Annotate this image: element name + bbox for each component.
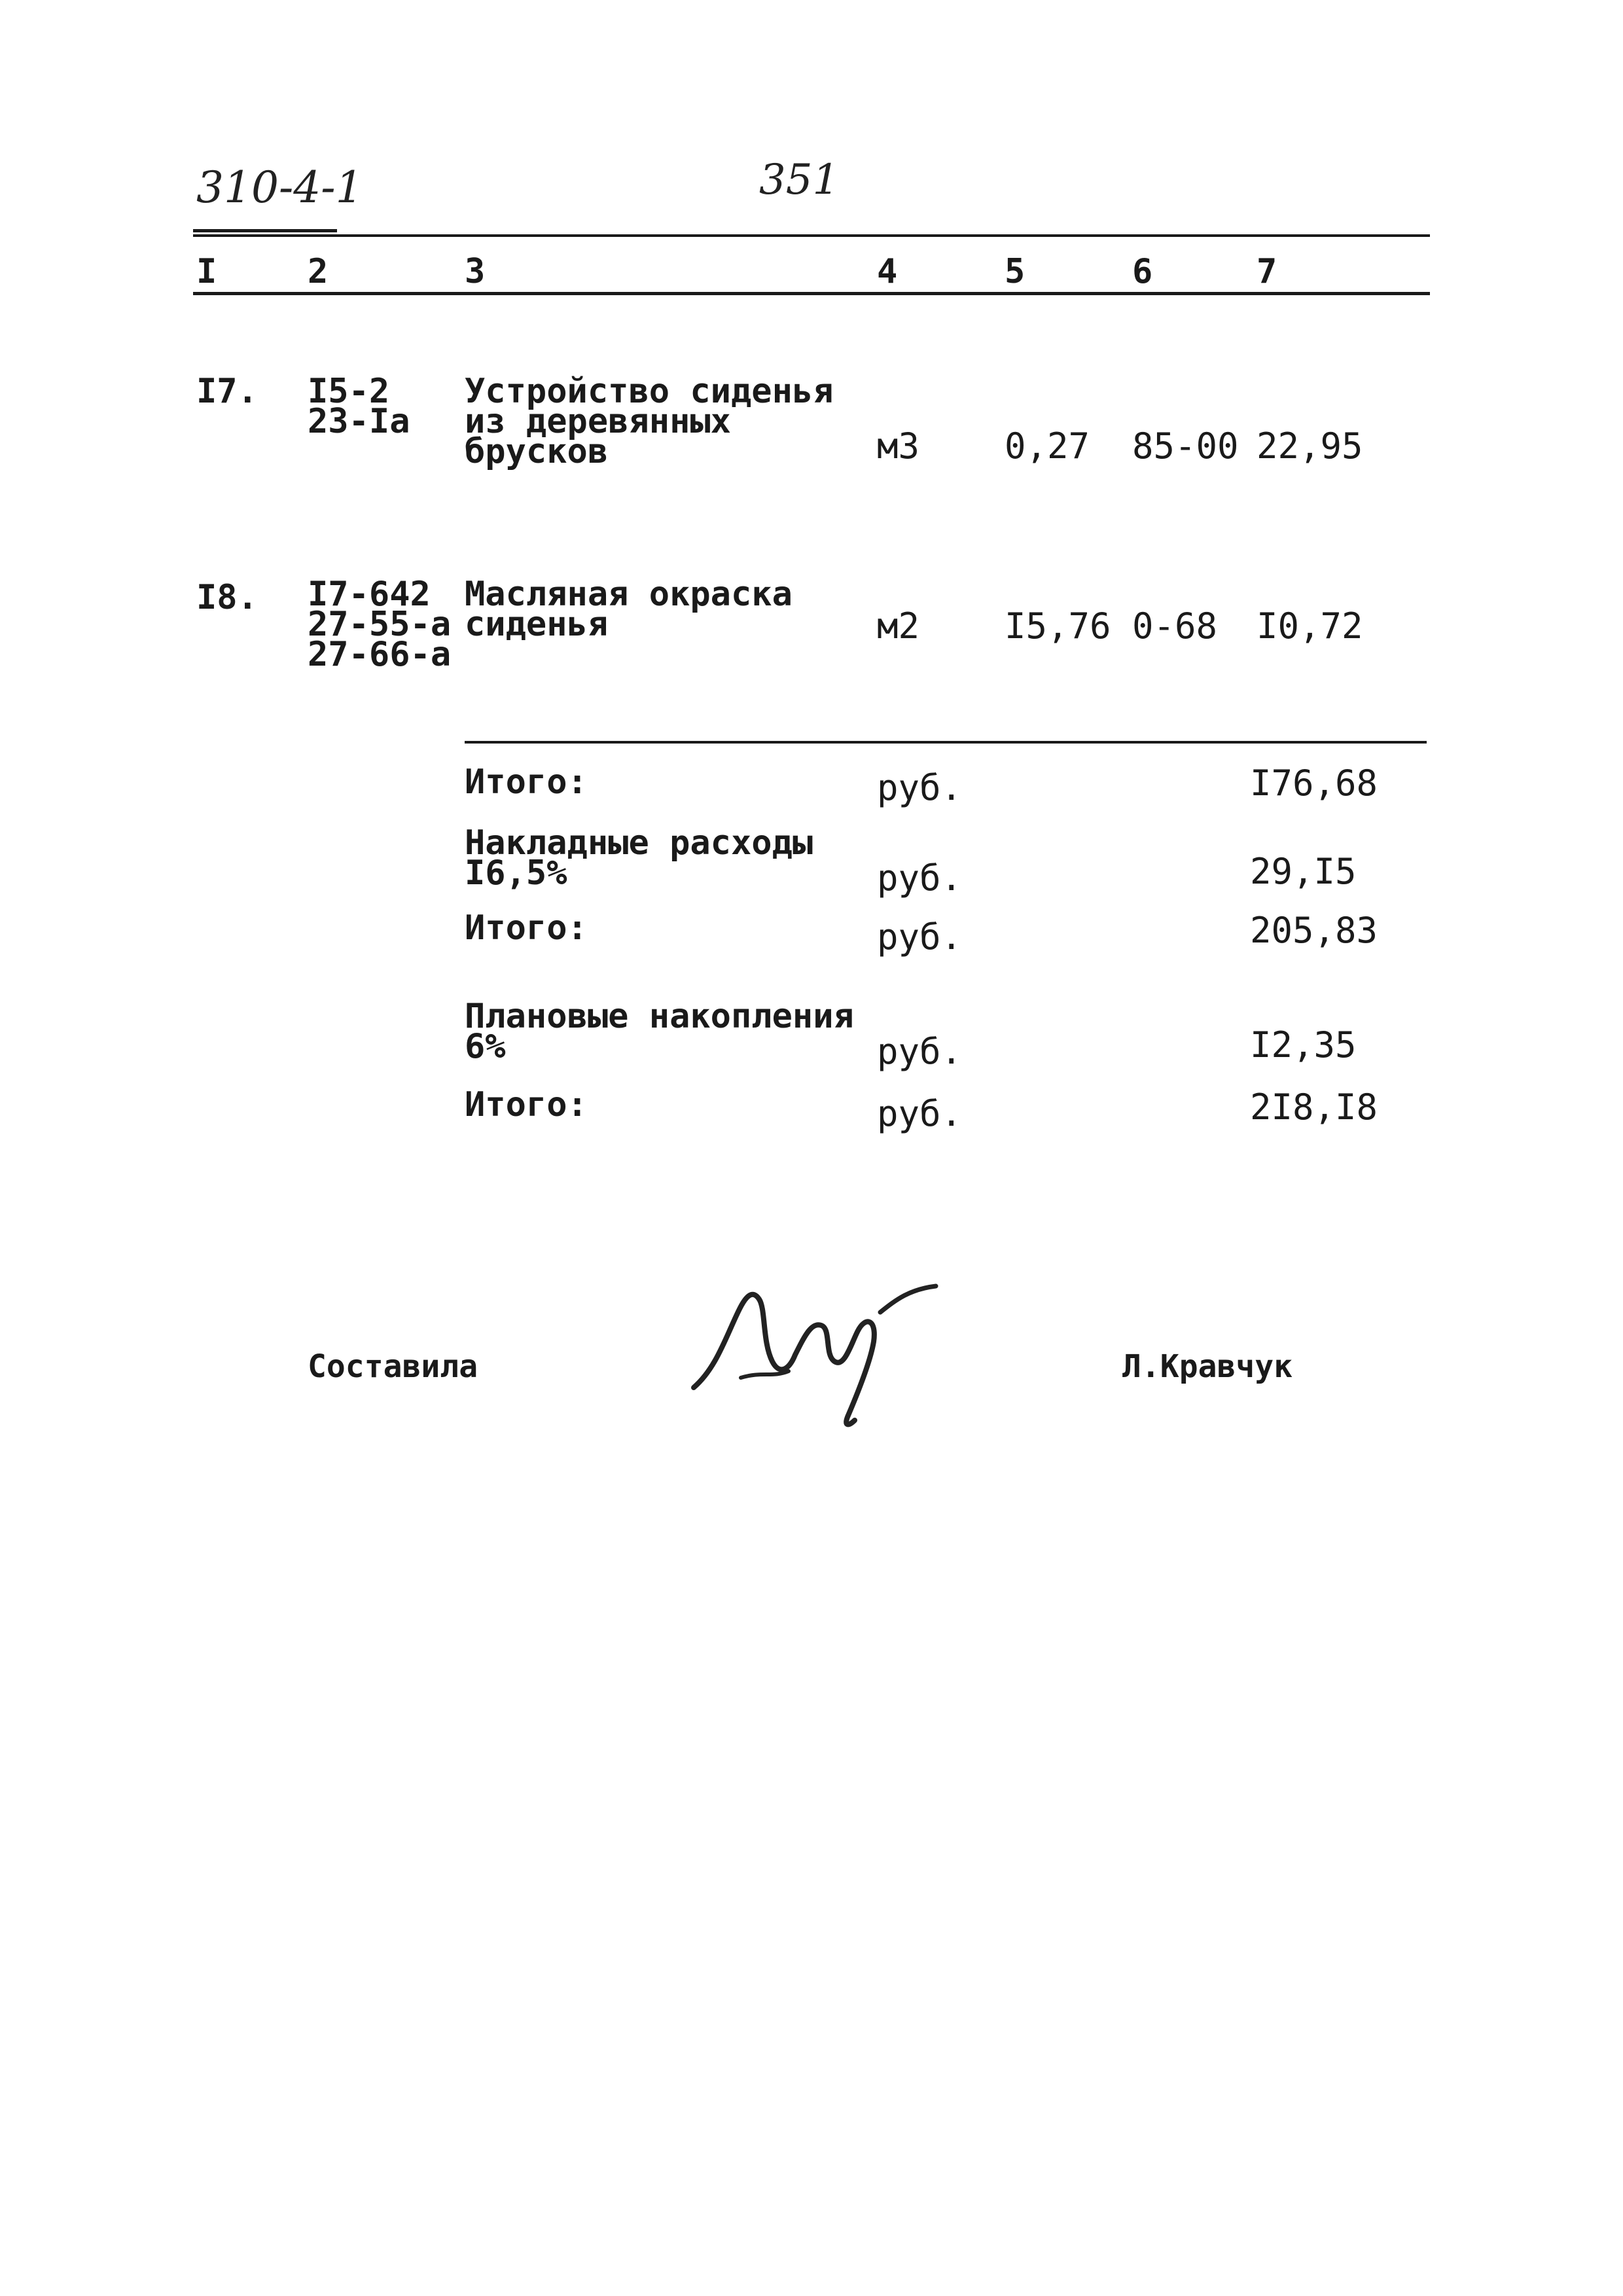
summary-label: Итого: (465, 762, 588, 802)
summary-unit: руб. (877, 1093, 963, 1134)
summary-value: 205,83 (1250, 910, 1378, 951)
row-number: I7. (196, 372, 258, 411)
column-header-5: 5 (1005, 252, 1026, 291)
row-number: I8. (196, 578, 258, 617)
row-name-line: брусков (465, 432, 609, 471)
row-name (465, 575, 793, 644)
column-header-7: 7 (1257, 252, 1277, 291)
column-header-3: 3 (465, 252, 486, 291)
row-unit: м2 (877, 605, 920, 647)
short-rule (193, 229, 337, 232)
row-name-line: Устройство сиденья (465, 372, 834, 411)
row-code: 27-66-а (308, 635, 452, 674)
row-code: I7-642 (308, 575, 431, 614)
summary-label-line: I6,5% (465, 853, 567, 893)
page-number: 351 (759, 156, 840, 204)
document-code: 310-4-1 (196, 162, 363, 213)
column-header-4: 4 (877, 252, 898, 291)
row-price: 85-00 (1132, 425, 1239, 467)
summary-label-line: Накладные расходы (465, 823, 813, 863)
summary-unit: руб. (877, 1031, 963, 1072)
top-rule (193, 234, 1430, 237)
summary-unit: руб. (877, 857, 963, 899)
summary-value: I76,68 (1250, 762, 1378, 804)
summary-label: Итого: (465, 908, 588, 948)
row-name (465, 372, 834, 471)
summary-label (465, 997, 854, 1066)
signature (681, 1263, 955, 1446)
row-code: 27-55-а (308, 605, 452, 644)
row-quantity: 0,27 (1005, 425, 1090, 467)
row-name-line: сиденья (465, 605, 609, 644)
summary-value: I2,35 (1250, 1024, 1357, 1066)
header-bottom-rule (193, 292, 1430, 295)
summary-unit: руб. (877, 767, 963, 808)
row-name-line: Масляная окраска (465, 575, 793, 614)
row-price: 0-68 (1132, 605, 1218, 647)
row-name-line: из деревянных (465, 402, 731, 441)
row-total: I0,72 (1257, 605, 1363, 647)
summary-unit: руб. (877, 916, 963, 958)
summary-label: Итого: (465, 1085, 588, 1124)
summary-label-line: Плановые накопления (465, 997, 854, 1036)
row-code: I5-2 (308, 372, 390, 411)
column-header-6: 6 (1132, 252, 1153, 291)
summary-label (465, 823, 813, 893)
row-codes (308, 372, 410, 441)
compiled-by-label: Составила (308, 1348, 478, 1385)
row-quantity: I5,76 (1005, 605, 1111, 647)
row-codes (308, 575, 452, 674)
row-code: 23-Ia (308, 402, 410, 441)
column-header-2: 2 (308, 252, 329, 291)
summary-rule (465, 741, 1427, 744)
summary-value: 29,I5 (1250, 851, 1357, 892)
row-total: 22,95 (1257, 425, 1363, 467)
row-unit: м3 (877, 425, 920, 467)
summary-label-line: 6% (465, 1027, 506, 1066)
column-header-1: I (196, 252, 217, 291)
summary-value: 2I8,I8 (1250, 1086, 1378, 1128)
signer-name: Л.Кравчук (1122, 1348, 1293, 1385)
